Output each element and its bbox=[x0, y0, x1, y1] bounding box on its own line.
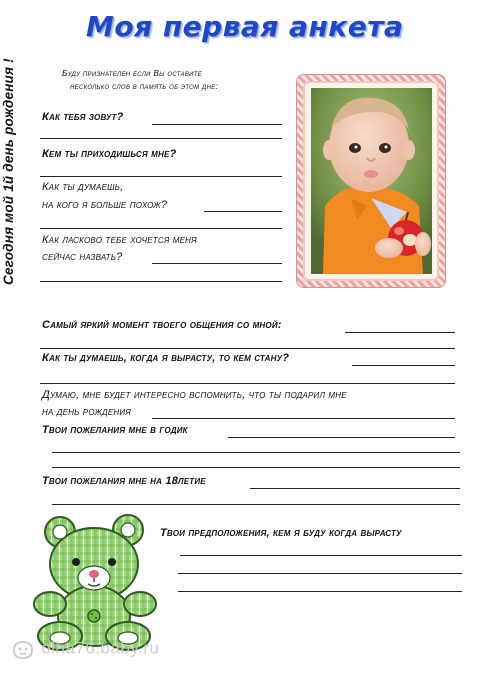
question-gift-2: на день рождения bbox=[42, 406, 131, 418]
question-nickname-2: сейчас назвать? bbox=[42, 251, 123, 263]
answer-line-guesses-2[interactable] bbox=[178, 573, 462, 574]
question-resemble-2: на кого я больше похож? bbox=[42, 199, 168, 211]
watermark bbox=[10, 638, 159, 660]
question-wishes-year: Твои пожелания мне в годик bbox=[42, 424, 188, 436]
answer-line-wishes-year-2[interactable] bbox=[52, 452, 460, 453]
answer-line-guesses[interactable] bbox=[180, 555, 462, 556]
answer-line-gift[interactable] bbox=[152, 418, 455, 419]
answer-line-wishes-18-2[interactable] bbox=[52, 504, 460, 505]
answer-line-name[interactable] bbox=[152, 124, 282, 125]
question-wishes-18: Твои пожелания мне на 18летие bbox=[42, 475, 206, 487]
photo-mat bbox=[303, 81, 439, 281]
intro-line-1: Буду признателен если Вы оставите bbox=[62, 68, 203, 78]
answer-line-future[interactable] bbox=[352, 365, 455, 366]
answer-line-moment[interactable] bbox=[345, 332, 455, 333]
answer-line-future-2[interactable] bbox=[40, 383, 455, 384]
question-nickname-1: Как ласково тебе хочется меня bbox=[42, 234, 197, 246]
answer-line-wishes-year[interactable] bbox=[228, 437, 455, 438]
intro-line-2: несколько слов в память об этом дне: bbox=[70, 81, 219, 91]
baby-photo bbox=[311, 88, 432, 274]
question-moment: Самый яркий момент твоего общения со мной: bbox=[42, 319, 282, 331]
answer-line-nickname[interactable] bbox=[152, 263, 282, 264]
answer-line-wishes-18[interactable] bbox=[250, 488, 460, 489]
answer-line-guesses-3[interactable] bbox=[178, 591, 462, 592]
answer-line-wishes-year-3[interactable] bbox=[52, 467, 460, 468]
answer-line-resemble[interactable] bbox=[204, 211, 282, 212]
answer-line-moment-2[interactable] bbox=[40, 348, 455, 349]
side-caption: Сегодня мой 1й день рождения ! bbox=[1, 58, 16, 285]
answer-line-relation[interactable] bbox=[40, 176, 282, 177]
question-future: Как ты думаешь, когда я вырасту, то кем стану? bbox=[42, 352, 290, 364]
babyru-logo-icon bbox=[10, 638, 36, 660]
answer-line-name-2[interactable] bbox=[40, 138, 282, 139]
intro-text bbox=[62, 67, 290, 93]
page-title: Моя первая анкета bbox=[86, 10, 404, 43]
question-guesses: Твои предположения, кем я буду когда вырасту bbox=[160, 527, 402, 539]
question-relation: Кем ты приходишься мне? bbox=[42, 148, 177, 160]
photo-frame bbox=[296, 74, 446, 288]
question-gift-1: Думаю, мне будет интересно вспомнить, что ты подарил мне bbox=[42, 389, 347, 401]
question-resemble-1: Как ты думаешь, bbox=[42, 181, 124, 193]
answer-line-resemble-2[interactable] bbox=[40, 228, 282, 229]
answer-line-nickname-2[interactable] bbox=[40, 281, 282, 282]
watermark-text: olha76.baby.ru bbox=[41, 638, 160, 658]
baby-photo-image bbox=[311, 88, 432, 274]
question-name: Как тебя зовут? bbox=[42, 111, 124, 123]
teddy-bear-icon bbox=[30, 512, 160, 652]
